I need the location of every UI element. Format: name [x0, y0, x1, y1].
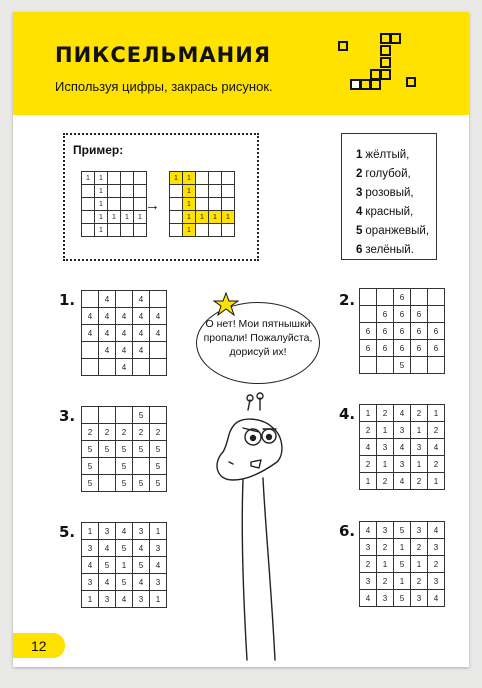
grid-cell [108, 224, 121, 237]
puzzle-label: 1. [59, 291, 76, 309]
grid-cell: 3 [428, 539, 445, 556]
grid-cell: 6 [411, 323, 428, 340]
grid-cell: 5 [133, 475, 150, 492]
legend-color-name: красный, [365, 206, 414, 218]
grid-cell: 2 [411, 573, 428, 590]
grid-cell [170, 198, 183, 211]
grid-cell: 6 [411, 340, 428, 357]
puzzle-label: 3. [59, 407, 76, 425]
grid-cell: 4 [116, 523, 133, 540]
grid-cell [209, 198, 222, 211]
grid-cell: 2 [360, 456, 377, 473]
grid-cell: 4 [133, 540, 150, 557]
grid-cell [209, 224, 222, 237]
grid-cell: 1 [209, 211, 222, 224]
grid-cell: 1 [183, 172, 196, 185]
grid-cell: 4 [116, 591, 133, 608]
grid-cell: 4 [394, 405, 411, 422]
grid-cell: 5 [116, 475, 133, 492]
grid-cell: 5 [394, 556, 411, 573]
grid-cell [82, 291, 99, 308]
grid-cell: 2 [377, 405, 394, 422]
grid-cell: 5 [133, 557, 150, 574]
grid-cell: 1 [183, 198, 196, 211]
grid-cell: 4 [428, 590, 445, 607]
grid-cell [411, 289, 428, 306]
grid-cell: 6 [394, 323, 411, 340]
grid-cell: 2 [411, 539, 428, 556]
grid-cell [150, 359, 167, 376]
grid-cell: 2 [428, 556, 445, 573]
puzzle-grid-3 [81, 406, 167, 492]
legend-color-name: розовый, [365, 187, 414, 199]
grid-cell [196, 198, 209, 211]
grid-cell: 4 [360, 590, 377, 607]
grid-cell [222, 185, 235, 198]
grid-cell: 1 [95, 185, 108, 198]
grid-cell: 5 [116, 458, 133, 475]
legend-item [356, 184, 436, 203]
grid-cell: 3 [82, 574, 99, 591]
grid-cell: 2 [428, 422, 445, 439]
grid-cell: 1 [82, 523, 99, 540]
grid-cell [82, 342, 99, 359]
puzzle-grid-4 [359, 404, 445, 490]
grid-cell: 6 [360, 340, 377, 357]
grid-cell: 4 [116, 325, 133, 342]
grid-cell [99, 458, 116, 475]
grid-cell: 1 [170, 172, 183, 185]
grid-cell: 4 [133, 308, 150, 325]
grid-cell: 3 [428, 573, 445, 590]
grid-cell: 5 [116, 441, 133, 458]
puzzle-grid-1 [81, 290, 167, 376]
grid-cell [196, 172, 209, 185]
grid-cell [108, 172, 121, 185]
grid-cell [121, 224, 134, 237]
grid-cell [99, 359, 116, 376]
grid-cell [360, 357, 377, 374]
grid-cell [377, 357, 394, 374]
grid-cell [377, 289, 394, 306]
grid-cell: 2 [377, 573, 394, 590]
grid-cell: 1 [394, 539, 411, 556]
grid-cell: 5 [150, 475, 167, 492]
grid-cell: 1 [411, 556, 428, 573]
puzzle-grid-2 [359, 288, 445, 374]
grid-cell: 1 [377, 422, 394, 439]
grid-cell [150, 342, 167, 359]
puzzle-grid-6 [359, 521, 445, 607]
grid-cell: 3 [133, 591, 150, 608]
grid-cell: 3 [360, 573, 377, 590]
grid-cell [82, 407, 99, 424]
legend-item [356, 222, 436, 241]
example-box [63, 133, 259, 261]
grid-cell: 5 [133, 407, 150, 424]
grid-cell: 4 [394, 473, 411, 490]
grid-cell [150, 291, 167, 308]
grid-cell: 5 [150, 458, 167, 475]
grid-cell: 5 [394, 357, 411, 374]
grid-cell: 1 [183, 185, 196, 198]
grid-cell [82, 211, 95, 224]
grid-cell: 1 [116, 557, 133, 574]
grid-cell: 3 [99, 523, 116, 540]
grid-cell [196, 224, 209, 237]
grid-cell: 4 [133, 325, 150, 342]
grid-cell [209, 172, 222, 185]
grid-cell [82, 224, 95, 237]
arrow-icon: → [145, 197, 160, 214]
grid-cell: 1 [183, 224, 196, 237]
grid-cell: 2 [133, 424, 150, 441]
grid-cell: 4 [82, 325, 99, 342]
grid-cell: 4 [116, 359, 133, 376]
legend-number: 3 [356, 187, 363, 199]
legend-number: 1 [356, 149, 363, 161]
puzzle-label: 4. [339, 405, 356, 423]
grid-cell: 6 [360, 323, 377, 340]
grid-cell: 1 [95, 211, 108, 224]
legend-item [356, 146, 436, 165]
grid-cell: 6 [377, 306, 394, 323]
grid-cell: 5 [150, 441, 167, 458]
grid-cell: 1 [150, 591, 167, 608]
grid-cell: 4 [99, 291, 116, 308]
grid-cell: 3 [360, 539, 377, 556]
grid-cell: 4 [82, 308, 99, 325]
example-colored-grid [169, 171, 235, 237]
grid-cell: 4 [99, 308, 116, 325]
grid-cell: 3 [99, 591, 116, 608]
grid-cell [222, 224, 235, 237]
grid-cell: 1 [121, 211, 134, 224]
legend-item [356, 165, 436, 184]
grid-cell: 4 [116, 342, 133, 359]
grid-cell: 1 [377, 556, 394, 573]
grid-cell: 2 [411, 405, 428, 422]
grid-cell: 1 [222, 211, 235, 224]
grid-cell [428, 357, 445, 374]
grid-cell [209, 185, 222, 198]
grid-cell: 5 [133, 441, 150, 458]
grid-cell: 3 [394, 456, 411, 473]
grid-cell: 3 [150, 574, 167, 591]
grid-cell: 1 [428, 405, 445, 422]
grid-cell: 5 [99, 557, 116, 574]
grid-cell: 3 [377, 439, 394, 456]
color-legend [341, 133, 437, 260]
grid-cell: 5 [82, 458, 99, 475]
grid-cell [222, 172, 235, 185]
grid-cell: 6 [394, 340, 411, 357]
grid-cell [121, 185, 134, 198]
grid-cell: 1 [360, 473, 377, 490]
workbook-page [13, 12, 469, 667]
legend-number: 2 [356, 168, 363, 180]
grid-cell [222, 198, 235, 211]
grid-cell: 3 [150, 540, 167, 557]
legend-color-name: оранжевый, [365, 225, 430, 237]
grid-cell: 3 [133, 523, 150, 540]
grid-cell: 2 [150, 424, 167, 441]
grid-cell: 4 [394, 439, 411, 456]
legend-item [356, 241, 436, 260]
grid-cell: 1 [428, 473, 445, 490]
grid-cell: 1 [108, 211, 121, 224]
grid-cell: 2 [377, 473, 394, 490]
grid-cell [133, 359, 150, 376]
grid-cell: 5 [116, 540, 133, 557]
star-icon [213, 292, 239, 316]
legend-number: 5 [356, 225, 363, 237]
speech-bubble: О нет! Мои пятнышки пропали! Пожалуйста, дорисуй их! [196, 302, 320, 384]
grid-cell: 2 [82, 424, 99, 441]
grid-cell: 1 [82, 172, 95, 185]
grid-cell [121, 198, 134, 211]
grid-cell: 4 [133, 342, 150, 359]
grid-cell: 2 [99, 424, 116, 441]
grid-cell [196, 185, 209, 198]
grid-cell: 2 [116, 424, 133, 441]
grid-cell [108, 198, 121, 211]
grid-cell: 4 [360, 522, 377, 539]
grid-cell: 4 [133, 574, 150, 591]
grid-cell: 2 [360, 422, 377, 439]
grid-cell: 4 [99, 342, 116, 359]
grid-cell: 5 [82, 441, 99, 458]
grid-cell: 4 [82, 557, 99, 574]
grid-cell: 1 [411, 456, 428, 473]
grid-cell [360, 289, 377, 306]
grid-cell: 1 [394, 573, 411, 590]
grid-cell: 4 [133, 291, 150, 308]
grid-cell: 2 [377, 539, 394, 556]
legend-number: 4 [356, 206, 363, 218]
grid-cell [116, 291, 133, 308]
grid-cell [428, 306, 445, 323]
grid-cell: 1 [360, 405, 377, 422]
example-number-grid [81, 171, 147, 237]
grid-cell: 4 [360, 439, 377, 456]
grid-cell: 1 [82, 591, 99, 608]
grid-cell: 2 [411, 473, 428, 490]
legend-color-name: жёлтый, [365, 149, 410, 161]
grid-cell: 3 [377, 522, 394, 539]
giraffe-illustration [203, 392, 303, 662]
grid-cell [411, 357, 428, 374]
grid-cell [134, 224, 147, 237]
grid-cell: 1 [196, 211, 209, 224]
grid-cell: 1 [95, 198, 108, 211]
grid-cell: 3 [411, 522, 428, 539]
grid-cell [82, 185, 95, 198]
grid-cell: 3 [411, 590, 428, 607]
grid-cell: 1 [95, 224, 108, 237]
pixel-blocks-decoration [329, 28, 429, 100]
grid-cell: 5 [394, 590, 411, 607]
grid-cell: 4 [99, 540, 116, 557]
grid-cell [116, 407, 133, 424]
grid-cell: 3 [377, 590, 394, 607]
grid-cell: 4 [99, 574, 116, 591]
grid-cell [108, 185, 121, 198]
grid-cell: 6 [394, 289, 411, 306]
grid-cell: 5 [394, 522, 411, 539]
grid-cell [170, 211, 183, 224]
legend-number: 6 [356, 244, 363, 256]
page-header [13, 12, 469, 115]
legend-item [356, 203, 436, 222]
grid-cell: 1 [95, 172, 108, 185]
grid-cell [170, 185, 183, 198]
grid-cell: 1 [183, 211, 196, 224]
page-title: ПИКСЕЛЬМАНИЯ [55, 43, 271, 67]
grid-cell: 4 [428, 439, 445, 456]
grid-cell: 1 [150, 523, 167, 540]
grid-cell: 6 [411, 306, 428, 323]
grid-cell: 5 [116, 574, 133, 591]
grid-cell: 2 [360, 556, 377, 573]
grid-cell: 4 [150, 557, 167, 574]
grid-cell [121, 172, 134, 185]
grid-cell: 4 [150, 325, 167, 342]
puzzle-label: 2. [339, 291, 356, 309]
grid-cell [428, 289, 445, 306]
puzzle-grid-5 [81, 522, 167, 608]
grid-cell: 1 [134, 211, 147, 224]
grid-cell: 6 [377, 323, 394, 340]
grid-cell: 2 [428, 456, 445, 473]
legend-color-name: голубой, [365, 168, 411, 180]
grid-cell: 6 [394, 306, 411, 323]
grid-cell [82, 198, 95, 211]
instruction-text: Используя цифры, закрась рисунок. [55, 79, 273, 94]
legend-color-name: зелёный. [365, 244, 414, 256]
grid-cell: 1 [411, 422, 428, 439]
grid-cell [134, 172, 147, 185]
grid-cell: 3 [411, 439, 428, 456]
grid-cell [99, 407, 116, 424]
grid-cell: 6 [428, 340, 445, 357]
grid-cell: 4 [116, 308, 133, 325]
grid-cell [170, 224, 183, 237]
grid-cell: 3 [394, 422, 411, 439]
grid-cell: 5 [82, 475, 99, 492]
grid-cell [150, 407, 167, 424]
grid-cell [99, 475, 116, 492]
example-label: Пример: [73, 143, 124, 157]
grid-cell [133, 458, 150, 475]
grid-cell: 1 [377, 456, 394, 473]
grid-cell: 6 [377, 340, 394, 357]
grid-cell: 6 [428, 323, 445, 340]
page-number: 12 [31, 638, 47, 654]
grid-cell: 4 [150, 308, 167, 325]
grid-cell: 5 [99, 441, 116, 458]
grid-cell [82, 359, 99, 376]
puzzle-label: 6. [339, 522, 356, 540]
grid-cell: 4 [99, 325, 116, 342]
grid-cell: 3 [82, 540, 99, 557]
puzzle-label: 5. [59, 523, 76, 541]
grid-cell: 4 [428, 522, 445, 539]
grid-cell [360, 306, 377, 323]
